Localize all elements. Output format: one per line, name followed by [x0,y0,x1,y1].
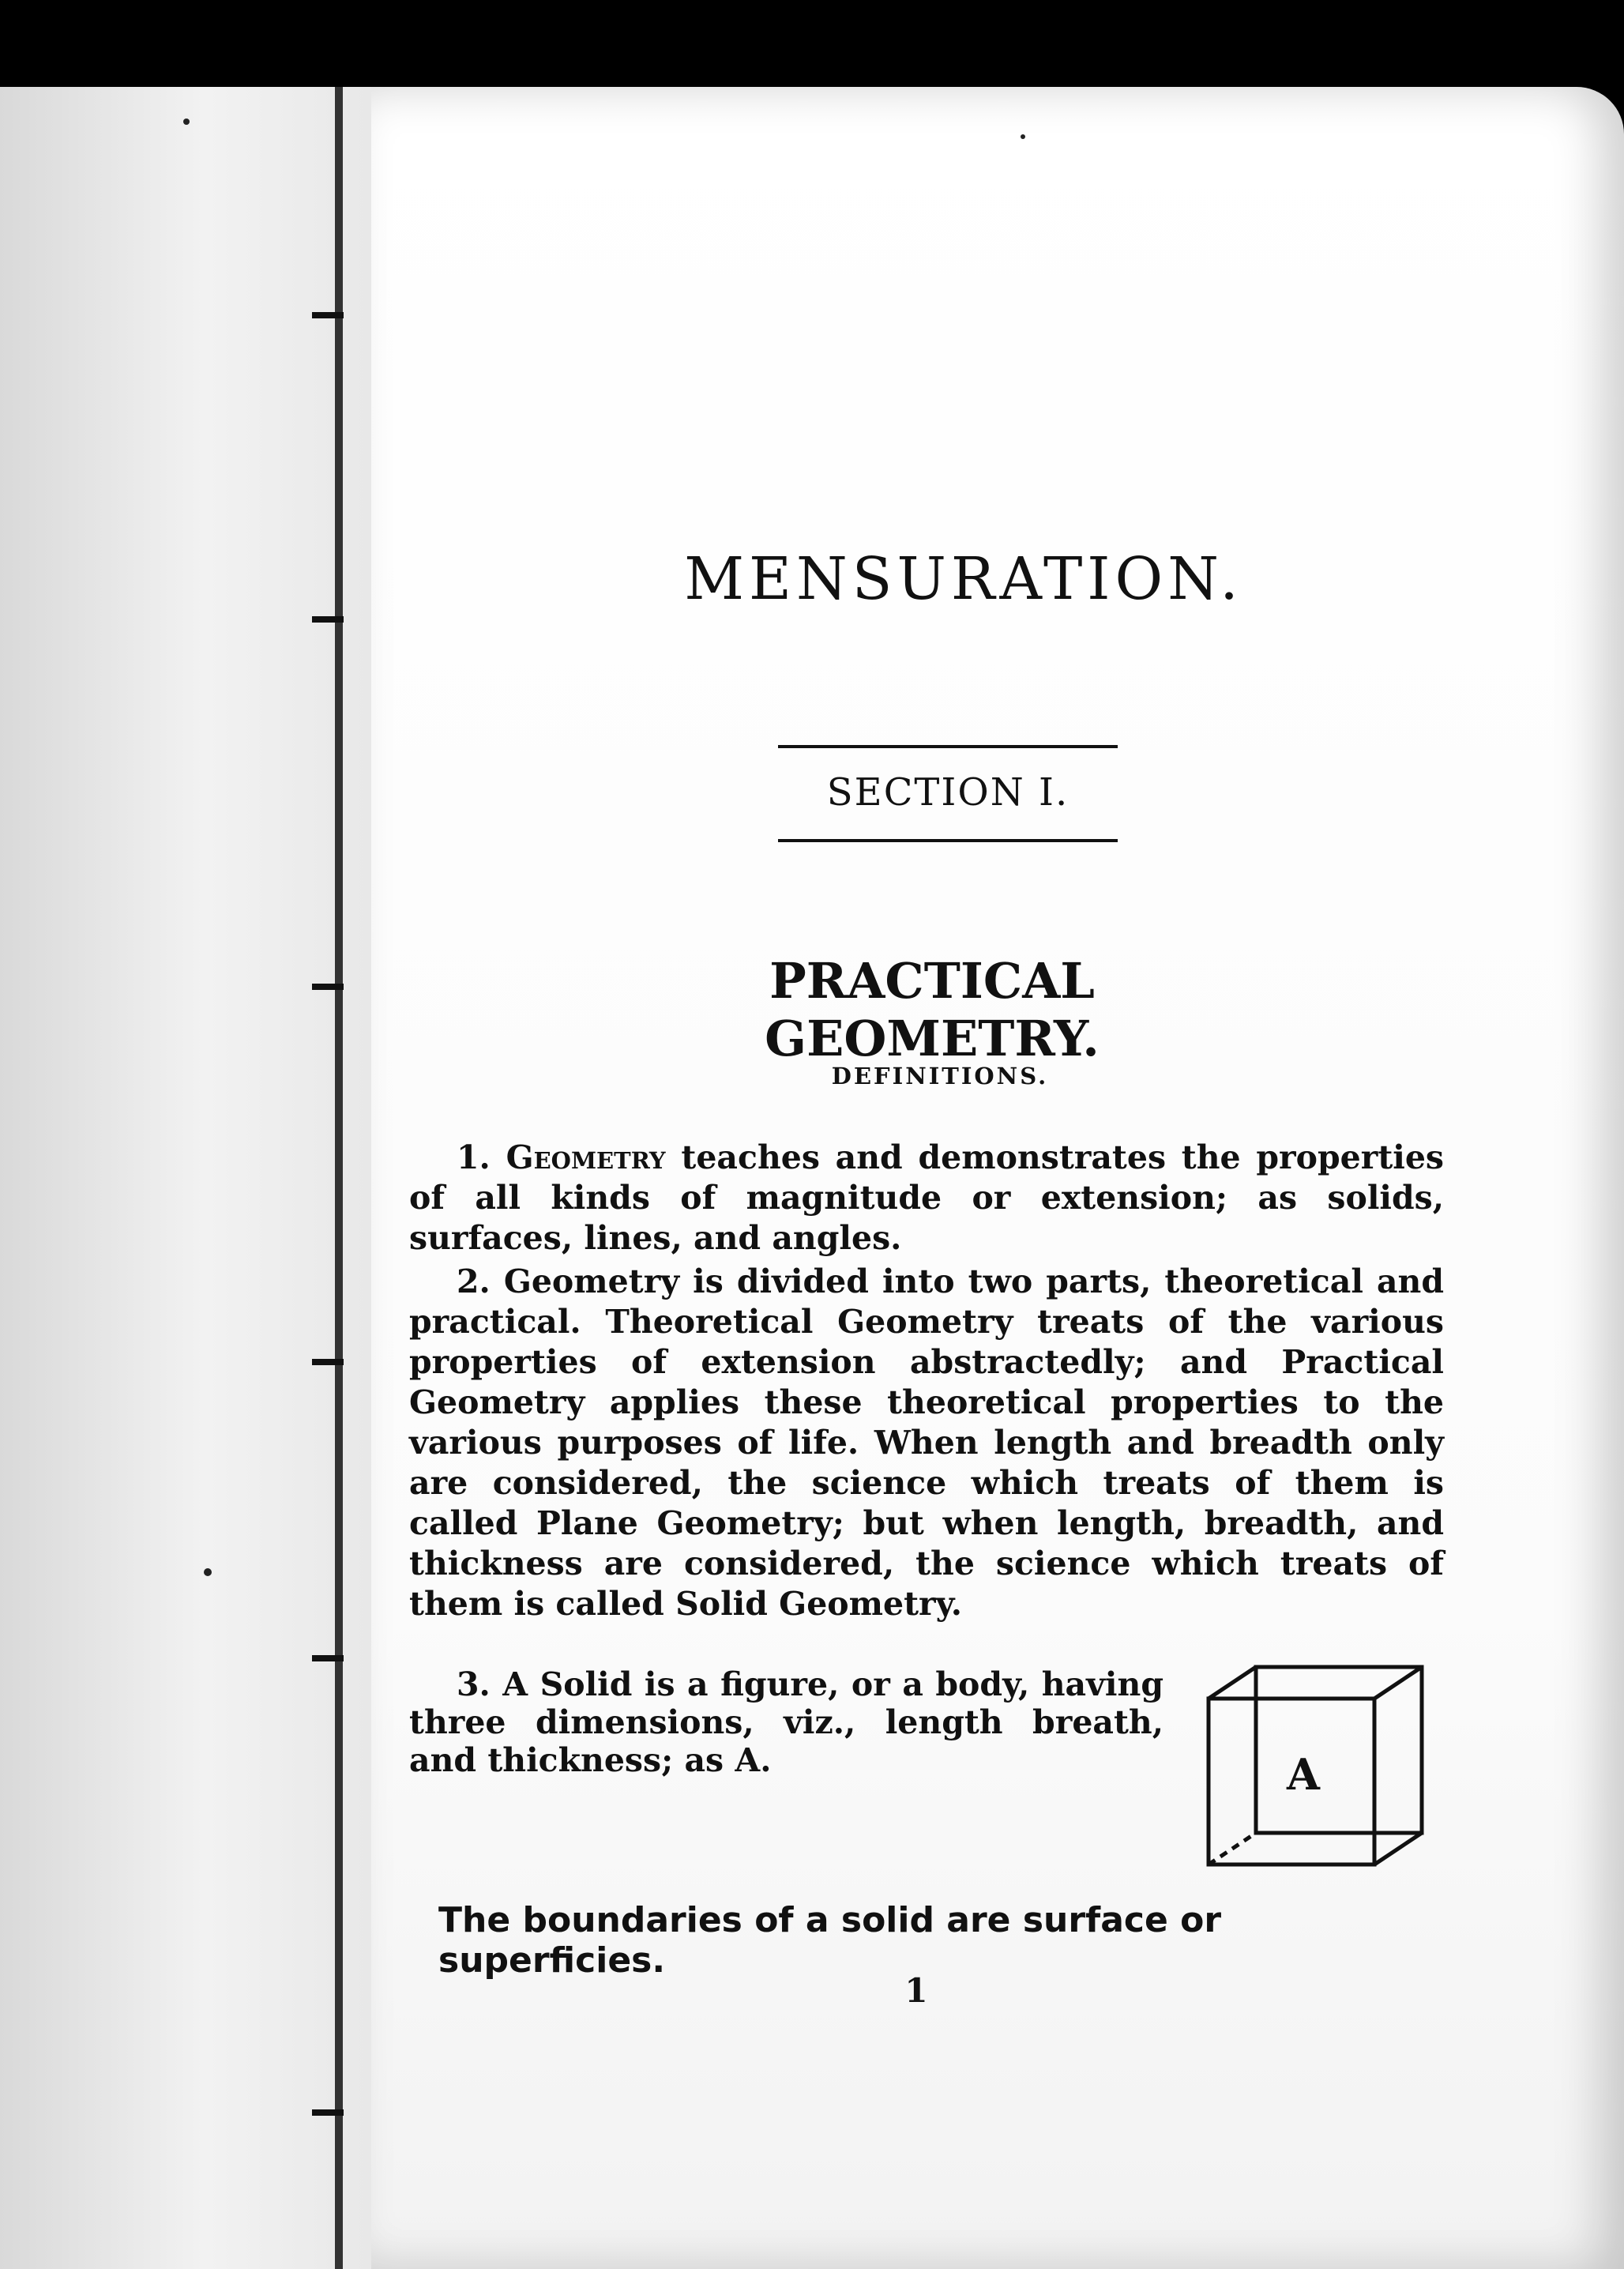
ink-speck [204,1568,212,1576]
cube-edge [1374,1833,1422,1864]
page-title: MENSURATION. [684,545,1243,613]
page-number: 1 [904,1971,928,2010]
rule-below-section [778,839,1118,842]
paragraph-text: teaches and demonstrates the properties of all kinds of magnitude or extension; as solids, surfaces, lines, and angles. [409,1138,1444,1257]
definition-paragraph-3: 3. A Solid is a figure, or a body, having three dimensions, viz., length breath, and thickness; as A. [409,1665,1163,1779]
cube-edge [1374,1667,1422,1699]
definition-paragraph-2: 2. Geometry is divided into two parts, theoretical and practical. Theoretical Geometry treats of the various properties of extension abstractedly; and Practical Geometry applies these theoretical properties to the various purposes of life. When length and breadth only are considered, the science which treats of them is called Plane Geometry; but when length, breadth, and thickness are considered, the science which treats of them is called Solid Geometry. [409,1262,1444,1623]
boundaries-line: The boundaries of a solid are surface or superficies. [438,1900,1222,1981]
chapter-subtitle: PRACTICAL GEOMETRY. [765,952,1100,1067]
geometry-term: Geometry [506,1138,666,1176]
figure-label: A [1287,1749,1320,1800]
rule-above-section [778,745,1118,748]
cube-edge [1209,1667,1256,1699]
cube-hidden-edge [1209,1833,1256,1864]
cube-back-face [1256,1667,1422,1833]
left-facing-leaf [0,87,371,2269]
binding-stitch [312,1359,344,1365]
solid-cube-figure [1193,1643,1445,1880]
binding-stitch [312,1655,344,1661]
ink-speck [1021,134,1025,139]
definitions-heading: DEFINITIONS. [831,1063,1049,1089]
binding-stitch [312,2109,344,2116]
binding-spine [335,87,343,2269]
definition-paragraph-1 [409,1138,1444,1259]
ink-speck [183,119,190,125]
binding-stitch [312,984,344,990]
binding-stitch [312,312,344,318]
paragraph-number: 1. [457,1138,491,1176]
binding-stitch [312,616,344,623]
section-heading: SECTION I. [826,770,1070,815]
